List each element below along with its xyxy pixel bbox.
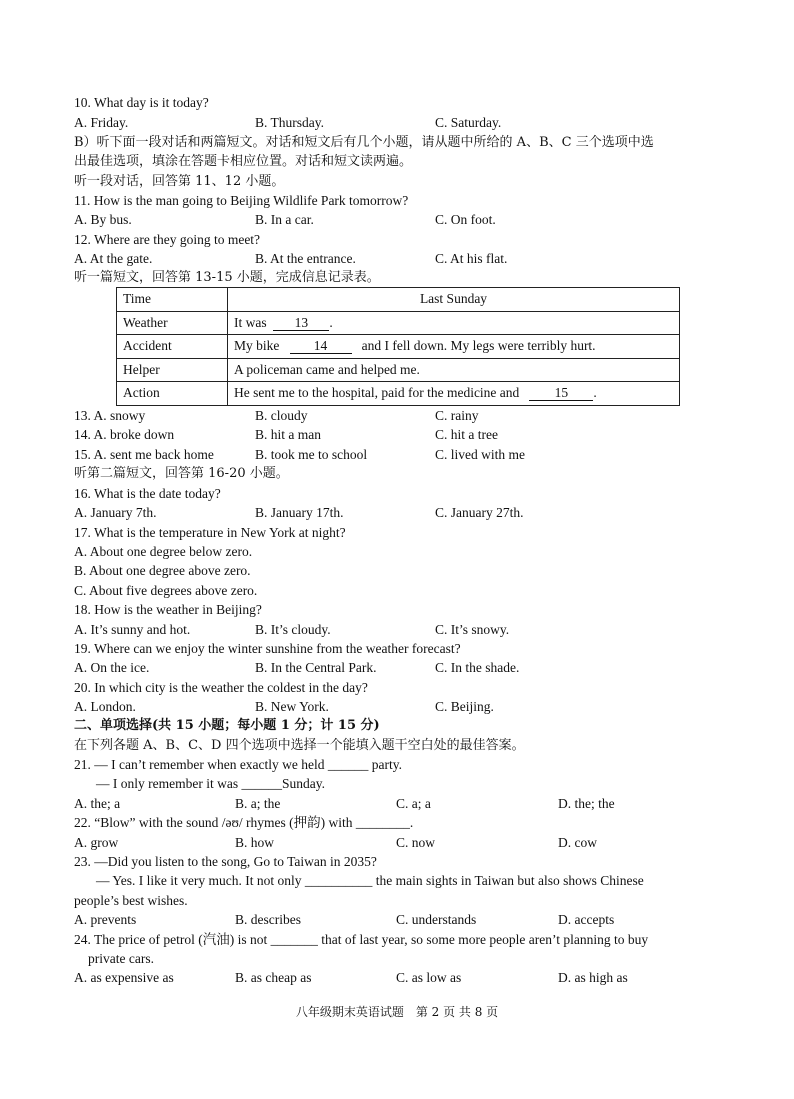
blank-13: 13 [273,316,329,331]
passage1-intro: 听一篇短文，回答第 13-15 小题，完成信息记录表。 [74,270,380,285]
q18-stem: 18. How is the weather in Beijing? [74,602,262,617]
table-row-helper [117,358,680,382]
q22-options: A. grow B. how C. now D. cow [74,835,597,850]
table-row-value: My bike 14 and I fell down. My legs were terribly hurt. [228,335,680,359]
table-row-accident [117,335,680,359]
q11-stem: 11. How is the man going to Beijing Wildlife Park tomorrow? [74,193,409,208]
blank-14: 14 [290,339,352,354]
q16-stem: 16. What is the date today? [74,486,221,501]
q23-line3: people’s best wishes. [74,893,188,908]
q17-option-a: A. About one degree below zero. [74,544,253,559]
table-row-value: He sent me to the hospital, paid for the medicine and 15 . [228,382,680,406]
table-row-action [117,382,680,406]
q12-option-b: B. At the entrance. [255,251,356,266]
table-row-key: Weather [117,311,228,335]
table-header-key: Time [117,288,228,312]
q21-line2: — I only remember it was ______Sunday. [96,776,325,791]
q14-options: 14. A. broke down B. hit a man C. hit a tree [74,427,498,442]
q19-stem: 19. Where can we enjoy the winter sunshine from the weather forecast? [74,641,461,656]
q18-options: A. It’s sunny and hot. B. It’s cloudy. C. It’s snowy. [74,622,510,637]
table-header-value: Last Sunday [228,288,680,312]
q12-option-c: C. At his flat. [435,251,508,266]
q21-options: A. the; a B. a; the C. a; a D. the; the [74,796,615,811]
q12-stem: 12. Where are they going to meet? [74,232,261,247]
q20-stem: 20. In which city is the weather the coldest in the day? [74,680,368,695]
q24-options: A. as expensive as B. as cheap as C. as low as D. as high as [74,970,628,985]
table-row-value: A policeman came and helped me. [228,358,680,382]
q12-options [74,249,724,268]
dialogue-intro: 听一段对话，回答第 11、12 小题。 [74,174,285,189]
part2-title: 二、单项选择(共 15 小题；每小题 1 分；计 15 分) [74,718,380,733]
blank-15: 15 [529,386,593,401]
q23-line1: 23. —Did you listen to the song, Go to Taiwan in 2035? [74,854,377,869]
q11-option-a: A. By bus. [74,212,132,227]
q13-options: 13. A. snowy B. cloudy C. rainy [74,408,479,423]
q24-line2: private cars. [88,951,154,966]
q11-option-b: B. In a car. [255,212,314,227]
q16-options: A. January 7th. B. January 17th. C. January 27th. [74,505,524,520]
table-row-value: It was 13 . [228,311,680,335]
q20-options: A. London. B. New York. C. Beijing. [74,699,494,714]
table-row-key: Helper [117,358,228,382]
table-row-weather [117,311,680,335]
q11-options [74,210,724,229]
q10-options [74,113,724,132]
table-row-key: Accident [117,335,228,359]
info-record-table [116,287,680,406]
q17-option-c: C. About five degrees above zero. [74,583,258,598]
page-footer: 八年级期末英语试题 第 2 页 共 8 页 [295,1005,499,1019]
part2-instruction: 在下列各题 A、B、C、D 四个选项中选择一个能填入题干空白处的最佳答案。 [74,738,525,753]
q15-options: 15. A. sent me back home B. took me to school C. lived with me [74,447,525,462]
section-b-instruction-line2: 出最佳选项，填涂在答题卡相应位置。对话和短文读两遍。 [74,154,413,169]
passage2-intro: 听第二篇短文，回答第 16-20 小题。 [74,466,289,481]
q10-option-a: A. Friday. [74,115,129,130]
q23-line2: — Yes. I like it very much. It not only __________ the main sights in Taiwan but also shows Chinese [96,873,644,888]
q10-option-b: B. Thursday. [255,115,324,130]
q21-line1: 21. — I can’t remember when exactly we held ______ party. [74,757,403,772]
table-row-key: Action [117,382,228,406]
q24-line1: 24. The price of petrol (汽油) is not _______ that of last year, so some more people aren’t planning to buy [74,932,649,947]
q11-option-c: C. On foot. [435,212,496,227]
q17-stem: 17. What is the temperature in New York at night? [74,525,346,540]
q23-options: A. prevents B. describes C. understands D. accepts [74,912,615,927]
section-b-instruction-line1: B）听下面一段对话和两篇短文。对话和短文后有几个小题，请从题中所给的 A、B、C 三个选项中选 [74,135,654,150]
q17-option-b: B. About one degree above zero. [74,563,251,578]
table-header-row [117,288,680,312]
q19-options: A. On the ice. B. In the Central Park. C. In the shade. [74,660,520,675]
q10-stem: 10. What day is it today? [74,95,209,110]
q22-stem: 22. “Blow” with the sound /əʊ/ rhymes (押韵) with ________. [74,815,414,830]
q10-option-c: C. Saturday. [435,115,502,130]
q12-option-a: A. At the gate. [74,251,153,266]
